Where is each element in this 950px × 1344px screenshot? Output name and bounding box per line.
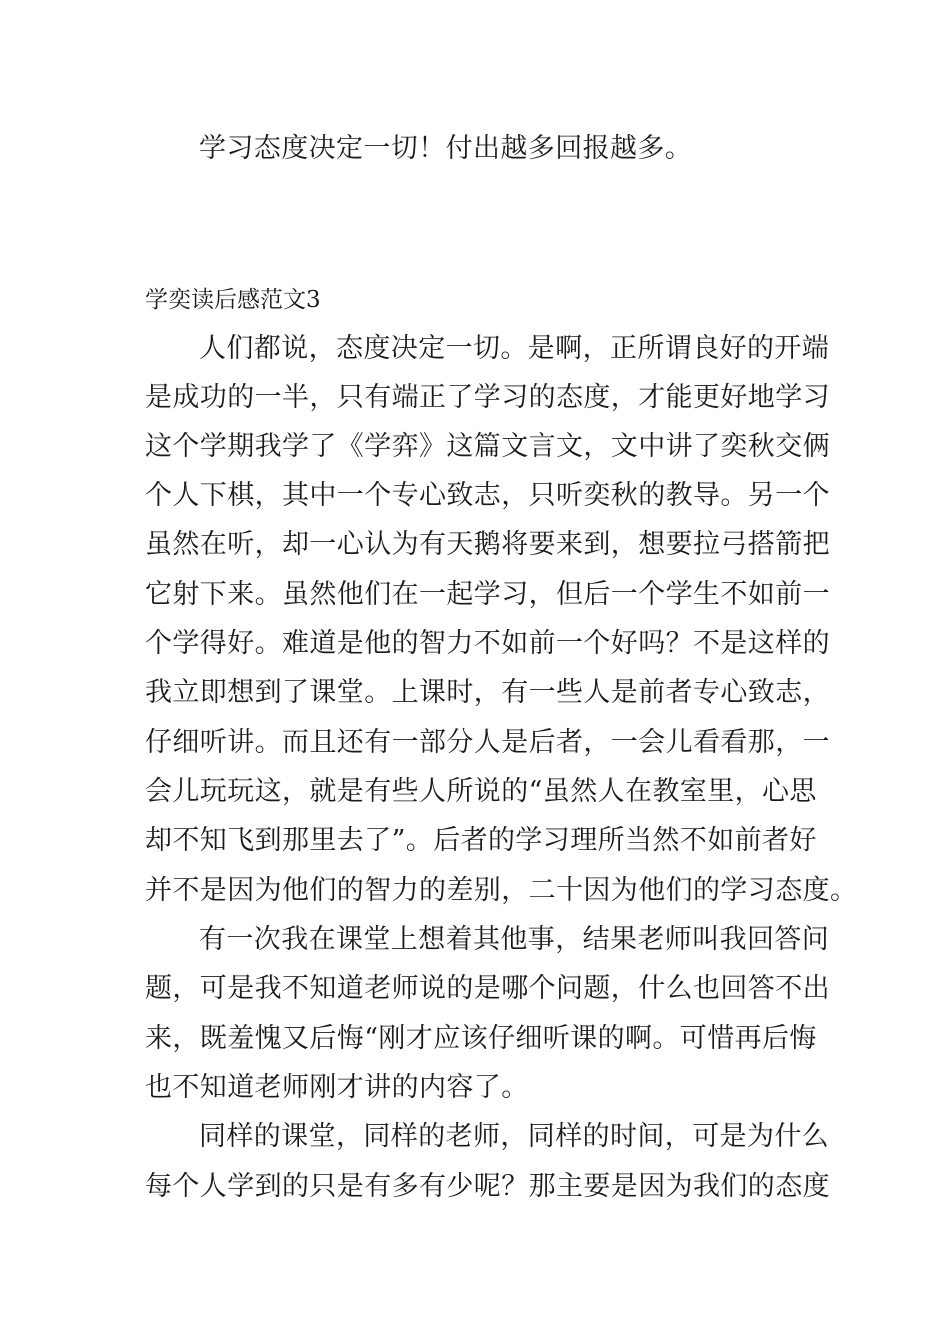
intro-line: 学习态度决定一切！付出越多回报越多。 bbox=[199, 133, 693, 164]
text-line: 每个人学到的只是有多有少呢？那主要是因为我们的态度 bbox=[145, 1171, 830, 1202]
section-title: 学奕读后感范文3 bbox=[145, 287, 321, 313]
text-line: 来，既羞愧又后悔“刚才应该仔细听课的啊。可惜再后悔 bbox=[145, 1023, 817, 1054]
text-line: 并不是因为他们的智力的差别，二十因为他们的学习态度。 bbox=[145, 875, 858, 906]
text-line: 个人下棋，其中一个专心致志，只听奕秋的教导。另一个 bbox=[145, 480, 830, 511]
text-line: 却不知飞到那里去了”。后者的学习理所当然不如前者好 bbox=[145, 825, 817, 856]
text-line: 我立即想到了课堂。上课时，有一些人是前者专心致志， bbox=[145, 677, 830, 708]
text-line: 会儿玩玩这，就是有些人所说的“虽然人在教室里，心思 bbox=[145, 776, 817, 807]
text-line: 人们都说，态度决定一切。是啊，正所谓良好的开端 bbox=[199, 333, 830, 364]
text-line: 也不知道老师刚才讲的内容了。 bbox=[145, 1072, 529, 1103]
text-line: 仔细听讲。而且还有一部分人是后者，一会儿看看那，一 bbox=[145, 727, 830, 758]
text-line: 同样的课堂，同样的老师，同样的时间，可是为什么 bbox=[199, 1121, 830, 1152]
text-line: 题，可是我不知道老师说的是哪个问题，什么也回答不出 bbox=[145, 973, 830, 1004]
text-line: 有一次我在课堂上想着其他事，结果老师叫我回答问 bbox=[199, 924, 830, 955]
text-line: 它射下来。虽然他们在一起学习，但后一个学生不如前一 bbox=[145, 579, 830, 610]
text-line: 这个学期我学了《学弈》这篇文言文，文中讲了奕秋交俩 bbox=[145, 431, 830, 462]
text-line: 个学得好。难道是他的智力不如前一个好吗？不是这样的 bbox=[145, 628, 830, 659]
text-line: 是成功的一半，只有端正了学习的态度，才能更好地学习 bbox=[145, 382, 830, 413]
text-line: 虽然在听，却一心认为有天鹅将要来到，想要拉弓搭箭把 bbox=[145, 529, 830, 560]
